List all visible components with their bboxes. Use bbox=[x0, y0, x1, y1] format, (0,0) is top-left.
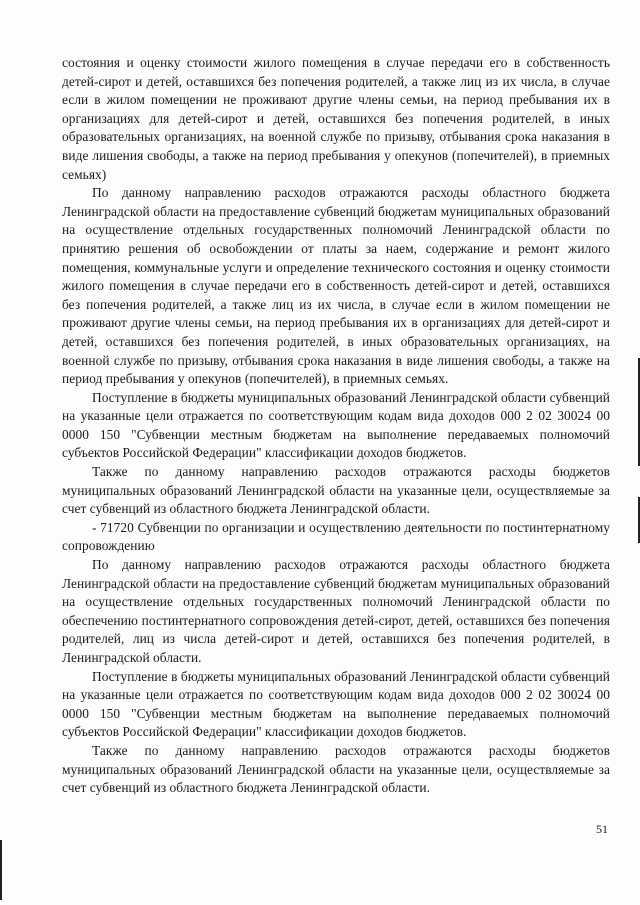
paragraph-municipal-expenses-housing: Также по данному направлению расходов отражаются расходы бюджетов муниципальных образований Ленинградской области на указанные цели, осуществляемые за счет субвенций из областного бюджета Ленинградской области. bbox=[62, 464, 610, 517]
paragraph-revenue-codes-post-boarding: Поступление в бюджеты муниципальных образований Ленинградской области субвенций на указанные цели отражается по соответствующим кодам вида доходов 000 2 02 30024 00 0000 150 "Субвенции местным бюджетам на выполнение передаваемых полномочий субъектов Российской Федерации" классификации доходов бюджетов. bbox=[62, 668, 610, 740]
paragraph-municipal-expenses-post-boarding: Также по данному направлению расходов отражаются расходы бюджетов муниципальных образований Ленинградской области на указанные цели, осуществляемые за счет субвенций из областного бюджета Ленинградской области. bbox=[62, 742, 610, 796]
paragraph-revenue-codes-housing: Поступление в бюджеты муниципальных образований Ленинградской области субвенций на указанные цели отражается по соответствующим кодам вида доходов 000 2 02 30024 00 0000 150 "Субвенции местным бюджетам на выполнение передаваемых полномочий субъектов Российской Федерации" классификации доходов бюджетов. bbox=[62, 389, 610, 461]
document-body bbox=[62, 54, 610, 798]
expense-code-heading-71720: - 71720 Субвенции по организации и осуществлению деятельности по постинтернатному сопровождению bbox=[62, 519, 610, 554]
paragraph-continuation: состояния и оценку стоимости жилого помещения в случае передачи его в собственность детей-сирот и детей, оставшихся без попечения родителей, а также лиц из их числа, в случае если в жилом помещении не проживают другие члены семьи, на период пребывания их в организациях для детей-сирот и детей, оставшихся без попечения родителей, в иных образовательных организациях, на военной службе по призыву, отбывания срока наказания в виде лишения свободы, а также на период пребывания у опекунов (попечителей), в приемных семьях) bbox=[62, 55, 610, 182]
paragraph-regional-expenses-post-boarding: По данному направлению расходов отражаются расходы областного бюджета Ленинградской области на предоставление субвенций бюджетам муниципальных образований на осуществление отдельных государственных полномочий Ленинградской области по обеспечению постинтернатного сопровождения детей-сирот, детей, оставшихся без попечения родителей, лиц из числа детей-сирот и детей, оставшихся без попечения родителей, в Ленинградской области. bbox=[62, 557, 610, 665]
scan-edge-mark bbox=[0, 840, 2, 900]
page-number: 51 bbox=[596, 822, 608, 836]
paragraph-regional-expenses-housing: По данному направлению расходов отражаются расходы областного бюджета Ленинградской области на предоставление субвенций бюджетам муниципальных образований на осуществление отдельных государственных полномочий Ленинградской области по принятию решения об освобождении от платы за наем, содержание и ремонт жилого помещения, коммунальные услуги и определение технического состояния и оценку стоимости жилого помещения в случае передачи его в собственность детей-сирот и детей, оставшихся без попечения родителей, а также лиц из их числа, в случае если в жилом помещении не проживают другие члены семьи, на период пребывания их в организациях для детей-сирот и детей, оставшихся без попечения родителей, в иных образовательных организациях, на военной службе по призыву, отбывания срока наказания в виде лишения свободы, а также на период пребывания у опекунов (попечителей), в приемных семьях. bbox=[62, 185, 610, 387]
